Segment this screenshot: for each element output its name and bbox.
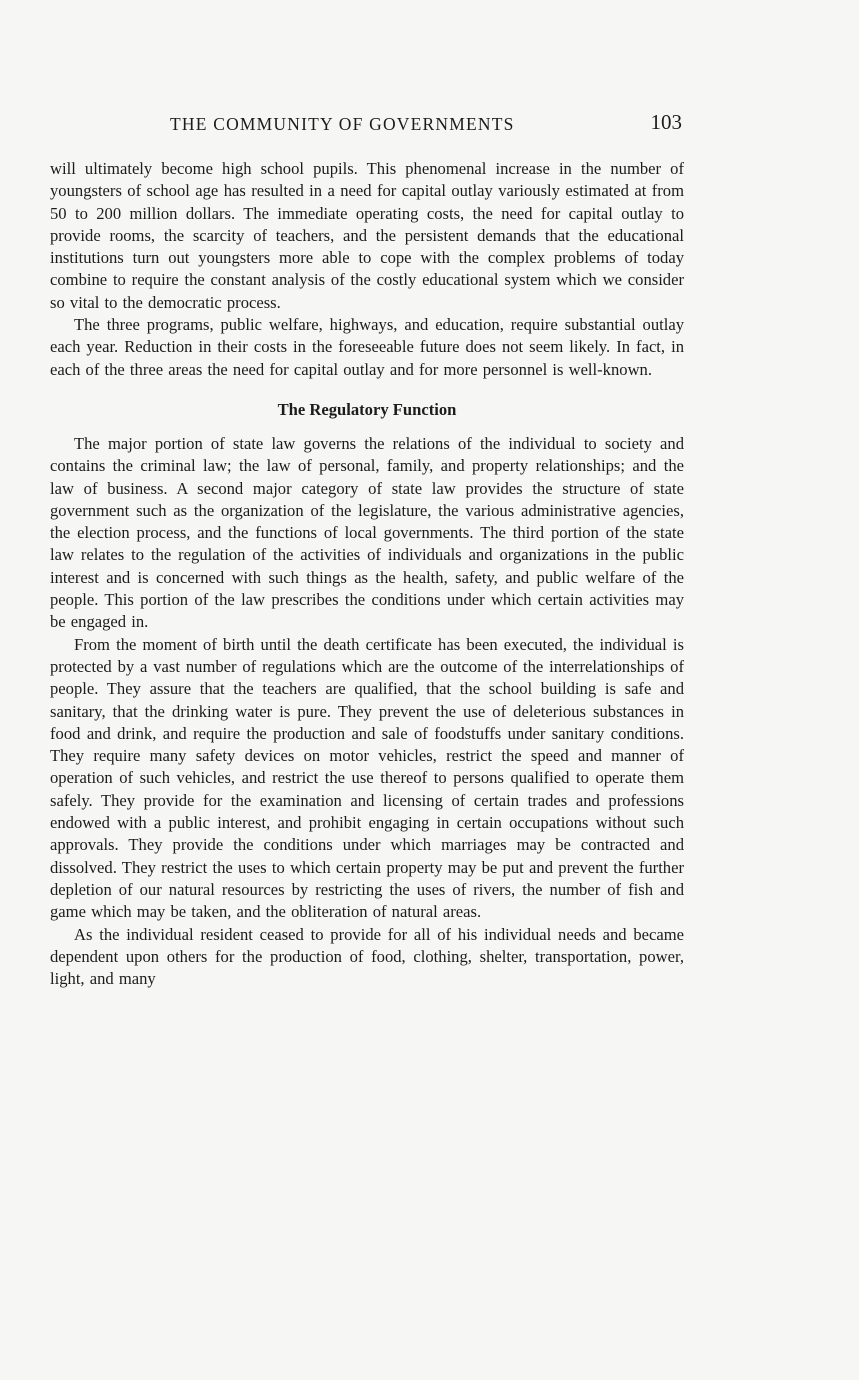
page-number: 103 [650,110,682,134]
paragraph-three-programs: The three programs, public welfare, highways, and education, require substantial outlay each year. Reduction in their costs in the foreseeable future does not seem likely. In fact, in each of the three areas the need for capital outlay and for more personnel is well-known. [50,315,684,379]
section-heading: The Regulatory Function [277,399,457,419]
paragraph-continued: will ultimately become high school pupils. This phenomenal increase in the number of youngsters of school age has resulted in a need for capital outlay variously estimated at from 50 to 200 million dollars. The immediate operating costs, the need for capital outlay to provide rooms, the scarcity of teachers, and the persistent demands that the educational institutions turn out youngsters more able to cope with the complex problems of today combine to require the constant analysis of the costly educational system which we consider so vital to the democratic process. [50,159,684,312]
running-head [50,110,684,140]
paragraph-individual-needs: As the individual resident ceased to provide for all of his individual needs and became dependent upon others for the production of food, clothing, shelter, transportation, power, light, and many [50,924,684,989]
paragraph-regulations: From the moment of birth until the death certificate has been executed, the individual is protected by a vast number of regulations which are the outcome of the interrelationships of people. They assure that the teachers are qualified, that the school building is safe and sanitary, that the drinking water is pure. They prevent the use of deleterious substances in food and drink, and require the production and sale of foodstuffs under sanitary conditions. They require many safety devices on motor vehicles, restrict the speed and manner of operation of such vehicles, and restrict the use thereof to persons qualified to operate them safely. They provide for the examination and licensing of certain trades and professions endowed with a public interest, and prohibit engaging in certain occupations without such approvals. They provide the conditions under which marriages may be contracted and dissolved. They restrict the uses to which certain property may be put and prevent the further depletion of our natural resources by restricting the uses of rivers, the number of fish and game which may be taken, and the obliteration of natural areas. [50,634,684,922]
running-title: THE COMMUNITY OF GOVERNMENTS [170,114,515,134]
body-text [50,158,684,990]
paragraph-state-law: The major portion of state law governs the relations of the individual to society and contains the criminal law; the law of personal, family, and property relationships; and the law of business. A second major category of state law provides the structure of state government such as the organization of the legislature, the various administrative agencies, the election process, and the functions of local governments. The third portion of the state law relates to the regulation of the activities of individuals and organizations in the public interest and is concerned with such things as the health, safety, and public welfare of the people. This portion of the law prescribes the conditions under which certain activities may be engaged in. [50,433,684,632]
